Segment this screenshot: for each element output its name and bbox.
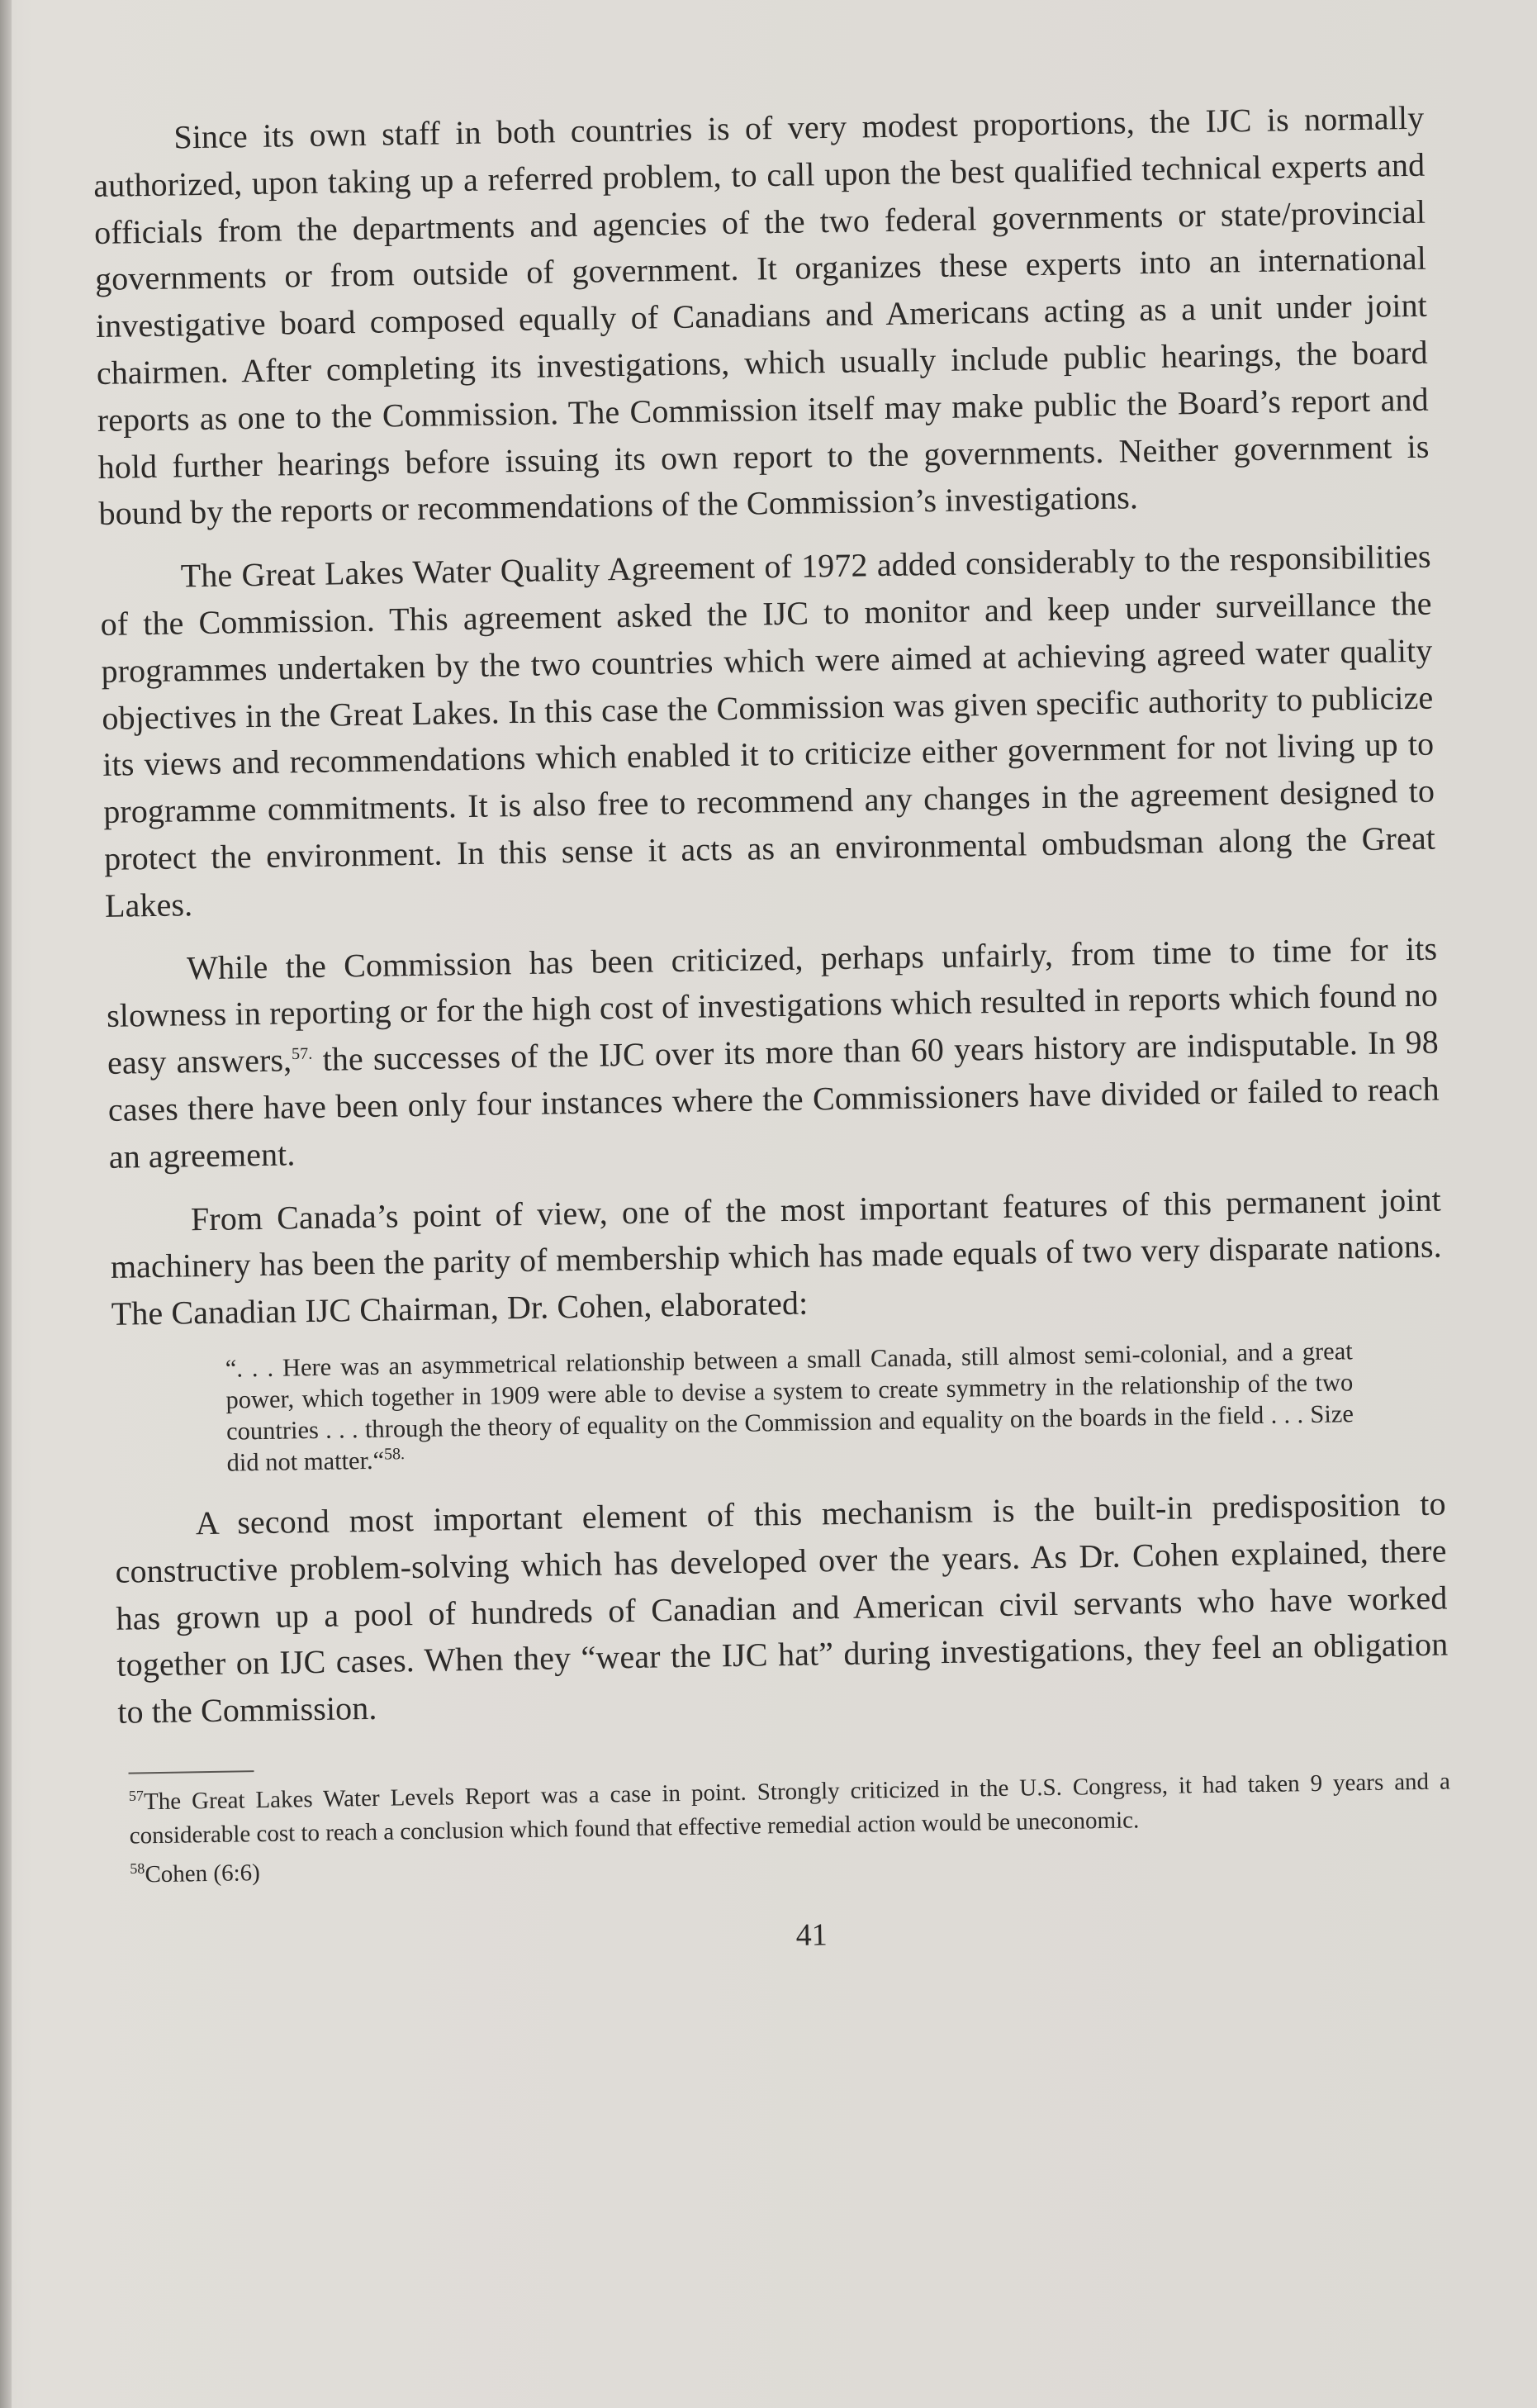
body-text <box>93 95 1453 1967</box>
footnote-57-mark: 57 <box>128 1787 145 1804</box>
paragraph-problem-solving: A second most important element of this mechanism is the built-in predisposition to constructive problem-solving which has developed over the years. As Dr. Cohen explained, there has grown up a pool of hundreds of Canadian and American civil servants who have worked together on IJC cases. When they “wear the IJC hat” during investigations, they feel an obligation to the Commission. <box>115 1484 1449 1731</box>
paragraph-canada-point-of-view: From Canada’s point of view, one of the most important features of this permanent joint machinery has been the parity of membership which has made equals of two very disparate nations. The Canadian IJC Chairman, Dr. Cohen, elaborated: <box>110 1180 1443 1332</box>
paragraph-commission-criticism <box>106 925 1440 1180</box>
footnote-divider <box>129 1770 254 1774</box>
footnote-57-text: The Great Lakes Water Levels Report was a case in point. Strongly criticized in the U.S. Congress, it had taken 9 years and a considerable cost to reach a conclusion which found that effective remedial action would be uneconomic. <box>129 1768 1451 1850</box>
quote-text: “. . . Here was an asymmetrical relationship between a small Canada, still almost semi-colonial, and a great power, which together in 1909 were able to devise a system to create symmetry in the relationship of the two countries . . . through the theory of equality on the Commission and equality on the boards in the field . . . Size did not matter.“ <box>225 1337 1354 1477</box>
footnote-ref-57: 57. <box>291 1044 313 1064</box>
book-spine-shadow <box>0 0 12 2408</box>
paragraph-ijc-staff: Since its own staff in both countries is of very modest proportions, the IJC is normally authorized, upon taking up a referred problem, to call upon the best qualified technical experts and officials from the departments and agencies of the two federal governments or state/provincial governments or from outside of government. It organizes these experts into an international investigative board composed equally of Canadians and Americans acting as a unit under joint chairmen. After completing its investigations, which usually include public hearings, the board reports as one to the Commission. The Commission itself may make public the Board’s report and hold further hearings before issuing its own report to the governments. Neither government is bound by the reports or recommendations of the Commission’s investigations. <box>93 98 1430 533</box>
paragraph-3-after: the successes of the IJC over its more than 60 years history are indisputable. In 98 cases there have been only four instances where the Commissioners have divided or failed to reach an agreement. <box>107 1023 1440 1176</box>
paragraph-3-before: While the Commission has been criticized, perhaps unfairly, from time to time for its slowness in reporting or for the high cost of investigations which resulted in reports which found no easy answers, <box>106 929 1439 1081</box>
footnote-ref-58: 58. <box>383 1445 406 1464</box>
footnote-58-text: Cohen (6:6) <box>145 1859 261 1888</box>
paragraph-water-quality-agreement: The Great Lakes Water Quality Agreement of 1972 added considerably to the responsibilities of the Commission. This agreement asked the IJC to monitor and keep under surveillance the programmes undertaken by the two countries which were aimed at achieving agreed water quality objectives in the Great Lakes. In this case the Commission was given specific authority to publicize its views and recommendations which enabled it to criticize either government for not living up to programme commitments. It is also free to recommend any changes in the agreement designed to protect the environment. In this sense it acts as an environmental ombudsman along the Great Lakes. <box>100 537 1436 924</box>
footnote-58-mark: 58 <box>130 1859 145 1877</box>
page-number: 41 <box>795 1917 828 1953</box>
block-quote-cohen <box>225 1335 1354 1478</box>
